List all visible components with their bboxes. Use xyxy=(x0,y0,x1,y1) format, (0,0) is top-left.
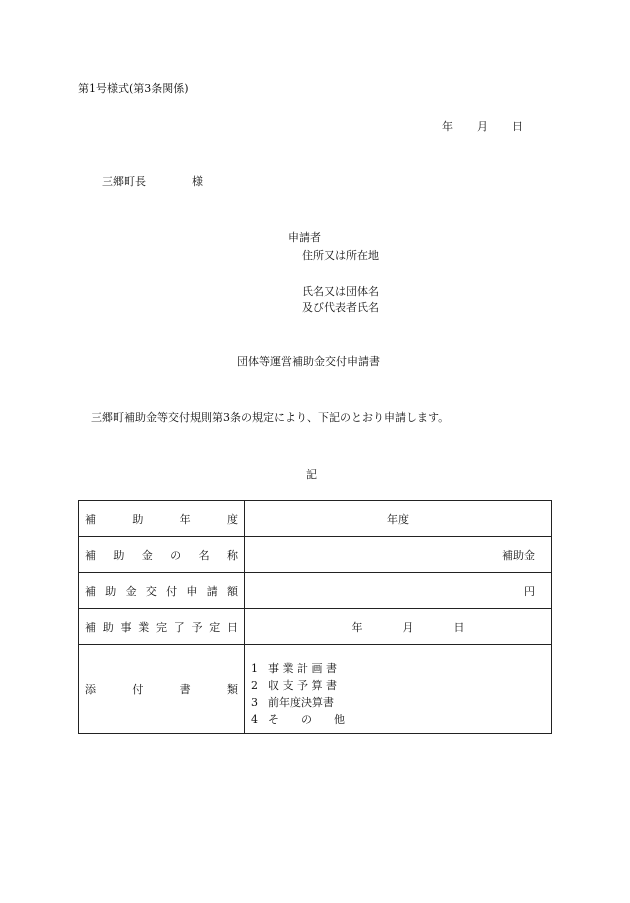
row-label xyxy=(79,501,245,537)
label-char: 書 xyxy=(179,683,191,696)
table-row-amount xyxy=(79,573,552,609)
label-char: 補 xyxy=(85,584,96,598)
label-char: 付 xyxy=(132,683,144,696)
table-row-fiscal-year xyxy=(79,501,552,537)
completion-month: 月 xyxy=(402,620,414,634)
list-item: 2 収 支 予 算 書 xyxy=(251,679,337,692)
label-char: 金 xyxy=(141,548,153,562)
representative-label: 及び代表者氏名 xyxy=(302,301,379,314)
label-char: 完 xyxy=(156,620,167,634)
label-char: 名 xyxy=(198,548,210,562)
attachments-value xyxy=(245,645,552,734)
label-char: 助 xyxy=(102,620,114,634)
label-char: 事 xyxy=(120,620,132,634)
subsidy-name-value: 補助金 xyxy=(245,537,552,573)
addressee-name: 三郷町長 xyxy=(102,175,146,188)
addressee xyxy=(102,176,203,187)
table-row-completion-date xyxy=(79,609,552,645)
label-char: 定 xyxy=(209,620,221,634)
completion-date-value xyxy=(245,609,552,645)
body-text: 三郷町補助金等交付規則第3条の規定により、下記のとおり申請します。 xyxy=(91,411,450,424)
list-item: 3 前年度決算書 xyxy=(251,696,334,709)
row-label xyxy=(79,573,245,609)
fiscal-year-value: 年度 xyxy=(245,501,552,537)
label-char: 日 xyxy=(227,620,238,634)
label-char: 助 xyxy=(113,548,125,562)
label-char: 業 xyxy=(138,620,150,634)
label-char: 助 xyxy=(105,584,117,598)
table-row-subsidy-name xyxy=(79,537,552,573)
label-char: 補 xyxy=(85,548,96,562)
addressee-honorific: 様 xyxy=(192,175,203,188)
applicant-label: 申請者 xyxy=(288,231,321,244)
label-char: 補 xyxy=(85,512,96,526)
label-char: 助 xyxy=(132,512,144,526)
form-number: 第1号様式(第3条関係) xyxy=(78,82,189,95)
label-char: 交 xyxy=(145,584,157,598)
date-line xyxy=(442,121,523,132)
date-day: 日 xyxy=(512,120,523,133)
label-char: 補 xyxy=(85,620,96,634)
label-char: 申 xyxy=(186,584,198,598)
detail-table xyxy=(78,500,552,734)
date-year: 年 xyxy=(442,120,453,133)
name-label: 氏名又は団体名 xyxy=(302,285,379,298)
label-char: 額 xyxy=(226,584,238,598)
label-char: 請 xyxy=(206,584,218,598)
list-item: 1 事 業 計 画 書 xyxy=(251,662,337,675)
row-label xyxy=(79,537,245,573)
label-char: 予 xyxy=(191,620,203,634)
amount-value: 円 xyxy=(245,573,552,609)
table-row-attachments xyxy=(79,645,552,734)
list-item: 4 そ の 他 xyxy=(251,713,345,726)
ki-mark: 記 xyxy=(306,468,317,481)
document-title: 団体等運営補助金交付申請書 xyxy=(237,355,380,368)
label-char: 類 xyxy=(226,683,238,696)
label-char: 了 xyxy=(173,620,185,634)
label-char: 度 xyxy=(226,512,238,526)
address-label: 住所又は所在地 xyxy=(302,249,379,262)
attachment-list xyxy=(245,650,551,728)
label-char: 年 xyxy=(179,512,191,526)
label-char: 付 xyxy=(166,584,178,598)
label-char: 添 xyxy=(85,683,96,696)
label-char: 称 xyxy=(226,548,238,562)
completion-day: 日 xyxy=(453,620,465,634)
label-char: の xyxy=(170,548,182,562)
completion-year: 年 xyxy=(351,620,363,634)
row-label xyxy=(79,645,245,734)
row-label xyxy=(79,609,245,645)
date-month: 月 xyxy=(477,120,488,133)
label-char: 金 xyxy=(125,584,137,598)
